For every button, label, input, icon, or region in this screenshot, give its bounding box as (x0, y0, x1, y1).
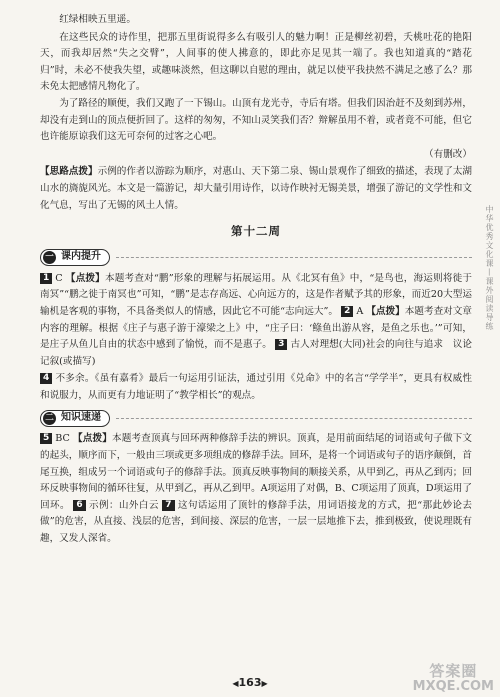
analysis-heading: 【思路点拨】 (40, 166, 98, 178)
answer-5: BC (55, 433, 70, 445)
hint-tag-1: 【点拨】 (65, 272, 105, 284)
passage-paragraph-1: 在这些民众的诗作里，把那五里街说得多么有吸引人的魅力啊！正是柳丝初碧，夭桃吐花的艳阳天，而我却居然“失之交臂”，人间事的使人拂意的，即此亦足见其一端了。我也知道真的“踏花归”时，未必不使我失望，或趣味淡然，但这聊以自慰的理由，就足以使平我抉然不满足之感了么？那未免太把感情凡物化了。 (40, 31, 472, 93)
page-number-text: 163 (238, 676, 262, 689)
question-number-6: 6 (73, 500, 85, 511)
answer-q5-q7 (40, 431, 472, 547)
analysis-text: 示例的作者以游踪为顺序，对惠山、天下第二泉、锡山景观作了细致的描述，表现了太湖山水的旖旎风光。本文是一篇游记，却大量引用诗作，以诗作映衬无锡美景，增强了游记的文学性和文化气息，写出了无锡的风土人情。 (40, 166, 473, 211)
hint-text-1: 本题考查对“鹏”形象的理解与拓展运用。从《北冥有鱼》中，“是鸟也，海运则将徙于南冥”“鹏之徙于南冥也”可知，“鹏”是志存高远、心向远方的，这是作者赋予其的形象，而近20大型运输机是客观的事物，不具备类似人的情感，因此它不可能“志向远大”。 (40, 272, 472, 317)
answer-q4 (40, 371, 472, 404)
question-number-1: 1 (40, 273, 52, 284)
section-header-1 (40, 248, 472, 268)
section-number-2: 二 (43, 412, 56, 425)
answer-4: 不多余。《虽有嘉肴》最后一句运用引证法，通过引用《兑命》中的名言“学学半”，更具有权威性和说服力，从而更有力地证明了“教学相长”的观点。 (40, 373, 472, 401)
section-number-1: 一 (43, 251, 56, 264)
hint-tag-5: 【点拨】 (73, 433, 112, 445)
question-number-7: 7 (162, 500, 174, 511)
analysis-block (40, 164, 472, 214)
answer-1: C (55, 272, 63, 284)
hint-text-2: 本题考查对文章内容的理解。根据《庄子与惠子游于濠梁之上》中，“庄子曰：‘鲦鱼出游从容，是鱼之乐也。’”可知，是庄子从鱼儿自由的状态中感到了愉悦，而不是惠子。 (40, 305, 472, 351)
answer-6: 示例：山外白云 (88, 499, 159, 511)
section-title-1: 课内提升 (61, 251, 101, 263)
hint-text-5: 本题考查顶真与回环两种修辞手法的辨识。顶真，是用前面结尾的词语或句子做下文的起头，顺序而下，一般由三项或更多项组成的修辞手法。回环，是将一个词语或句子的语序颠倒，首尾互换，组成另一个词语或句子的修辞手法。顶真反映事物间的顺接关系，从甲到乙，再从乙到丙；回环反映事物间的循环往复，从甲到乙，再从乙到甲。A项运用了对偶，B、C项运用了顶真，D项运用了回环。 (40, 433, 473, 511)
question-number-3: 3 (275, 339, 287, 350)
question-number-2: 2 (341, 306, 353, 317)
answer-q1-q2 (40, 271, 482, 371)
question-number-4: 4 (40, 373, 52, 384)
passage-paragraph-2: 为了路径的顺便，我们又跑了一下锡山。山顶有龙光寺，寺后有塔。但我们因治赶不及刻到苏州，却没有走到山的顶点便折回了。这样的匆匆，不知山灵笑我们否？辩解虽用不着，或者竟不可能，但它也许能原谅我们这无可奈何的过客之心吧。 (40, 97, 472, 143)
question-number-5: 5 (40, 433, 52, 444)
answer-7: 这句话运用了顶针的修辞手法，用词语接龙的方式，把“那此妙论去做”的危害，从直接、浅层的危害，到间接、深层的危害，一层一层地推下去，推到极致，使说理既有趣，又发人深省。 (40, 499, 472, 545)
section-badge-2 (40, 410, 110, 427)
page-left-arrow-icon: ◀ (232, 679, 239, 688)
hint-tag-2: 【点拨】 (366, 305, 405, 317)
watermark-logo (413, 664, 494, 694)
week-title: 第十二周 (231, 224, 281, 239)
section-divider-1 (116, 257, 472, 258)
section-header-2 (40, 408, 472, 428)
section-title-2: 知识速递 (61, 412, 101, 424)
section-badge-1 (40, 249, 110, 266)
page-right-arrow-icon: ▶ (261, 679, 268, 688)
answer-2: A (356, 305, 364, 317)
section-divider-2 (116, 418, 472, 419)
watermark-line-2: MXQE.COM (412, 679, 494, 694)
side-running-title: 中华优秀文化课—课外阅读导练 (485, 205, 494, 331)
page-content (40, 12, 482, 548)
passage-source-note: （有删改） (424, 148, 472, 160)
watermark-line-1: 答案圈 (429, 662, 478, 680)
answer-3: 古人对理想(大同)社会的向往与追求 议论 记叙(或描写) (40, 339, 482, 367)
passage-first-line: 红绿相映五里遥。 (59, 14, 136, 25)
